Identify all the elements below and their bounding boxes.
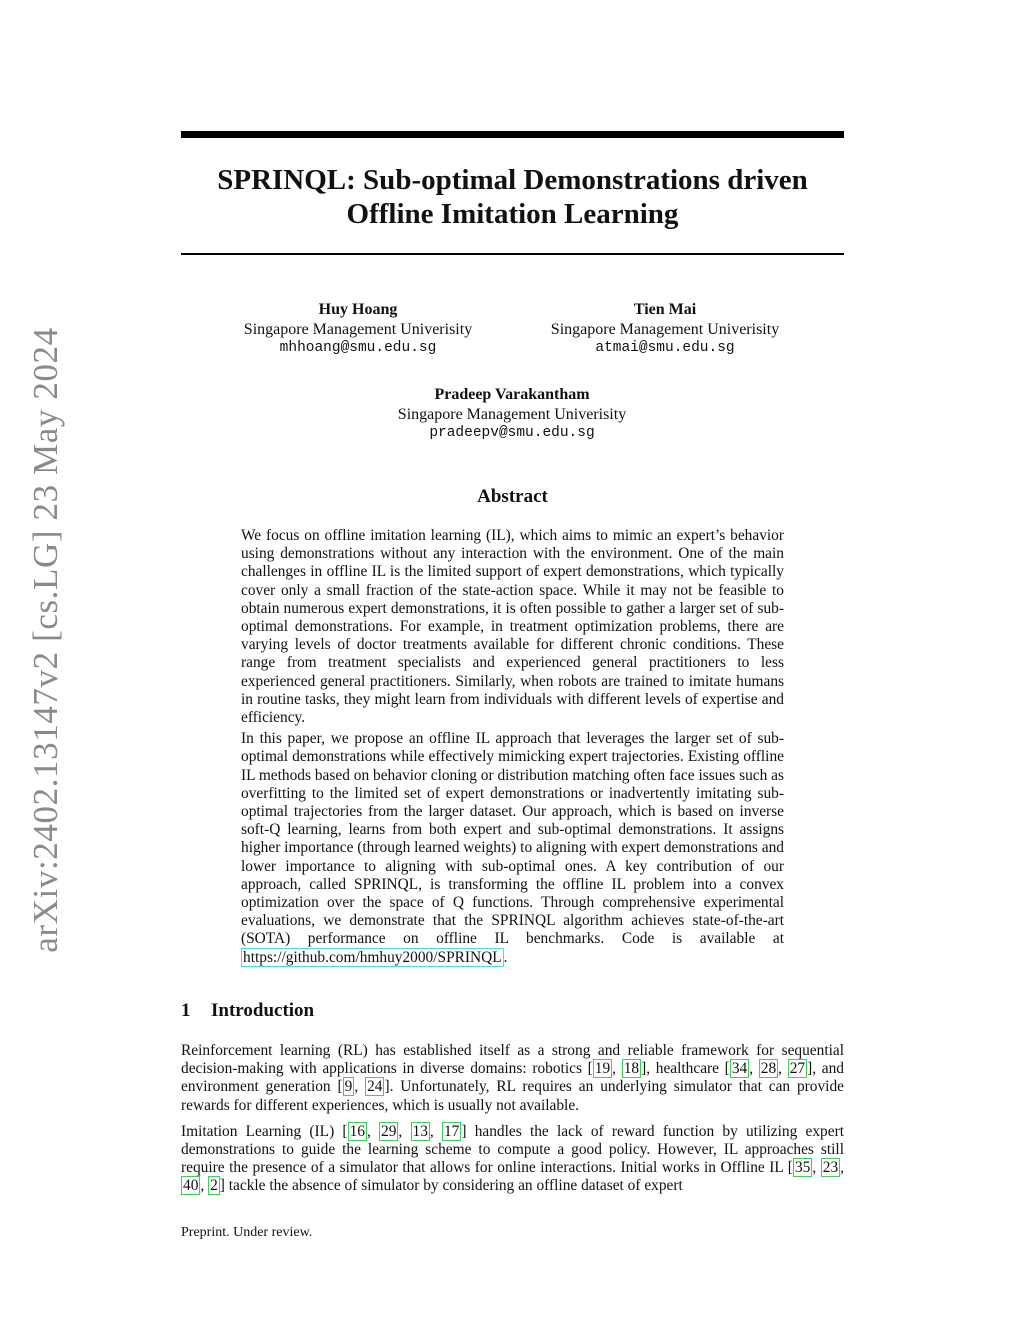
citation-link[interactable]: 13 (412, 1122, 428, 1140)
section-heading-introduction (181, 1000, 314, 1022)
intro-paragraph-2: Imitation Learning (IL) [ 16 , 29 , 13 , 17 ] handles the lack of reward function by utilizing expert demonstrations to guide the learning scheme to compute a good policy. However, IL approaches still require the presence of a simulator that allows for online interactions. Initial works in Offline IL [ 35 , 23 , 40 , 2 ] tackle the absence of simulator by considering an offline dataset of expert (181, 1122, 844, 1195)
citation-link[interactable]: 18 (623, 1060, 640, 1078)
citation-link[interactable]: 28 (760, 1060, 777, 1078)
author-name: Pradeep Varakantham (434, 386, 590, 403)
intro-text: Reinforcement learning (RL) has established itself as a strong and reliable framework for sequential decision-making with applications in diverse domains: robotics [ (181, 1042, 844, 1078)
author-email: pradeepv@smu.edu.sg (429, 425, 595, 441)
author-affiliation: Singapore Management Univerisity (397, 405, 627, 423)
abstract-paragraph-2-text: In this paper, we propose an offline IL approach that leverages the larger set of sub-optimal demonstrations while effectively mimicking expert trajectories. Existing offline IL methods based on behavior cloning or distribution matching often face issues such as overfitting to the limited set of expert demonstrations or inadvertently imitating sub-optimal trajectories from the larger dataset. Our approach, which is based on inverse soft-Q learning, learns from both expert and sub-optimal demonstrations. It assigns higher importance (through learned weights) to aligning with expert demonstrations and lower importance to aligning with sub-optimal ones. A key contribution of our approach, called SPRINQL, is transforming the offline IL problem into a convex optimization over the space of Q functions. Through comprehensive experimental evaluations, we demonstrate that the SPRINQL algorithm achieves state-of-the-art (SOTA) performance on offline IL benchmarks. Code is available at (241, 730, 784, 948)
author-email: mhhoang@smu.edu.sg (279, 340, 437, 356)
abstract-paragraph-2 (241, 730, 784, 967)
author-block (372, 385, 652, 444)
author-affiliation: Singapore Management Univerisity (550, 320, 780, 338)
abstract-body (241, 527, 784, 970)
title-bottom-rule (181, 253, 844, 255)
author-email: atmai@smu.edu.sg (595, 340, 735, 356)
citation-link[interactable]: 17 (443, 1122, 460, 1140)
arxiv-identifier[interactable]: arXiv:2402.13147v2 [cs.LG] 23 May 2024 (26, 327, 65, 953)
author-name: Huy Hoang (318, 301, 398, 318)
intro-paragraph-1: Reinforcement learning (RL) has established itself as a strong and reliable framework for sequential decision-making with applications in diverse domains: robotics [ 19 , 18 ], healthcare [ 34 , 28 , 27 ], and environment generation [ 9 , 24 ]. Unfortunately, RL requires an underlying simulator that can provide rewards for different experiences, which is usually not available. (181, 1042, 844, 1114)
citation-link[interactable]: 16 (349, 1122, 365, 1140)
citation-link[interactable]: 27 (789, 1060, 806, 1078)
intro-text: ] tackle the absence of simulator by considering an offline dataset of expert (219, 1177, 683, 1195)
arxiv-stamp (0, 0, 65, 953)
intro-text: ], healthcare [ (641, 1060, 730, 1078)
citation-link[interactable]: 35 (794, 1159, 811, 1177)
citation-link[interactable]: 19 (594, 1060, 611, 1078)
citation-link[interactable]: 24 (367, 1078, 383, 1096)
footer-note: Preprint. Under review. (181, 1225, 313, 1240)
section-title: Introduction (211, 1000, 315, 1021)
author-name: Tien Mai (633, 301, 697, 318)
author-block (218, 300, 498, 359)
title-line-1: SPRINQL: Sub-optimal Demonstrations driven (217, 164, 808, 196)
abstract-paragraph-2-end: . (503, 948, 508, 966)
citation-link[interactable]: 9 (344, 1078, 353, 1096)
citation-link[interactable]: 2 (210, 1177, 218, 1195)
code-link[interactable]: https://github.com/hmhuy2000/SPRINQL (243, 948, 502, 966)
intro-text: Imitation Learning (IL) [ (181, 1122, 348, 1140)
intro-text: ] handles the lack of reward function by utilizing expert demonstrations to guide the learning scheme to compute a good policy. However, IL approaches still require the presence of a simulator that allows for online interactions. Initial works in Offline IL [ (181, 1122, 844, 1177)
intro-text: ], and environment generation [ (181, 1060, 844, 1096)
citation-link[interactable]: 23 (822, 1159, 839, 1177)
citation-link[interactable]: 29 (381, 1122, 397, 1140)
intro-text: ]. Unfortunately, RL requires an underlying simulator that can provide rewards for different experiences, which is usually not available. (181, 1078, 844, 1114)
title-top-rule (181, 131, 844, 138)
section-number: 1 (181, 1000, 191, 1021)
abstract-heading: Abstract (477, 486, 548, 507)
introduction-body (181, 1042, 844, 1204)
title-line-2: Offline Imitation Learning (346, 198, 679, 230)
citation-link[interactable]: 34 (731, 1060, 748, 1078)
paper-title (181, 163, 844, 231)
author-block (525, 300, 805, 359)
abstract-paragraph-1: We focus on offline imitation learning (IL), which aims to mimic an expert’s behavior using demonstrations without any interaction with the environment. One of the main challenges in offline IL is the limited support of expert demonstrations, which typically cover only a small fraction of the state-action space. While it may not be feasible to obtain numerous expert demonstrations, it is often possible to gather a larger set of sub-optimal demonstrations. For example, in treatment optimization problems, there are varying levels of doctor treatments available for different chronic conditions. These range from treatment specialists and experienced general practitioners to less experienced general practitioners. Similarly, when robots are trained to imitate humans in routine tasks, they might learn from individuals with different levels of expertise and efficiency. (241, 527, 784, 727)
citation-link[interactable]: 40 (183, 1177, 199, 1195)
author-affiliation: Singapore Management Univerisity (243, 320, 473, 338)
